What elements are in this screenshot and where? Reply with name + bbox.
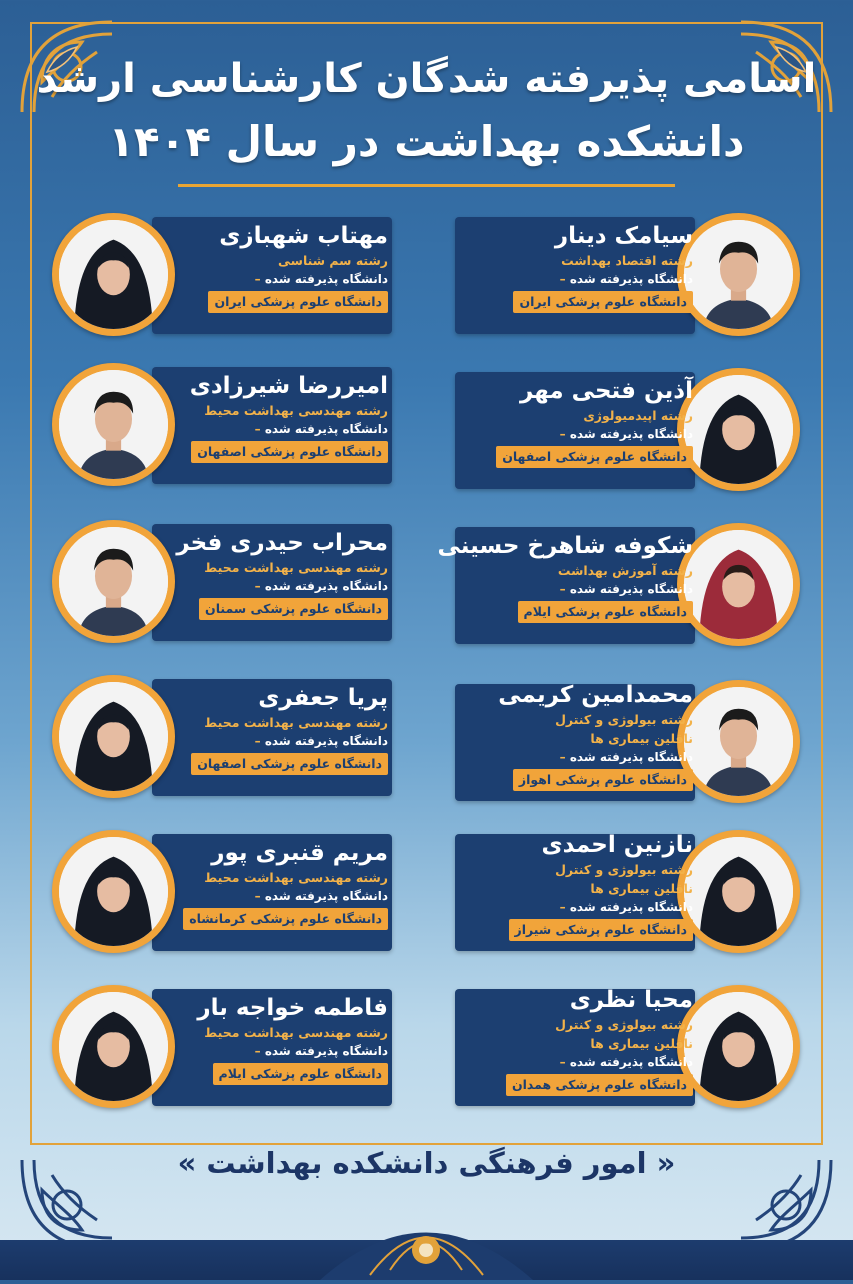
accepted-label: دانشگاه پذیرفته شده – (254, 272, 388, 286)
university-badge: دانشگاه علوم پزشکی ایلام (518, 601, 693, 623)
accepted-label: دانشگاه پذیرفته شده – (254, 1044, 388, 1058)
university-badge: دانشگاه علوم پزشکی اصفهان (191, 753, 388, 775)
student-photo (52, 985, 175, 1108)
floral-ornament-icon (320, 1195, 533, 1280)
student-name: امیررضا شیرزادی (189, 373, 388, 399)
student-name: سیامک دینار (554, 223, 693, 249)
student-photo (52, 363, 175, 486)
accepted-label: دانشگاه پذیرفته شده – (559, 272, 693, 286)
student-field: رشته آموزش بهداشت (557, 563, 693, 578)
university-badge: دانشگاه علوم پزشکی سمنان (199, 598, 388, 620)
portrait-image (684, 992, 793, 1101)
accepted-label: دانشگاه پذیرفته شده – (254, 734, 388, 748)
portrait-image (59, 527, 168, 636)
student-field-cont: ناقلین بیماری ها (590, 731, 693, 746)
university-badge: دانشگاه علوم پزشکی ایران (513, 291, 693, 313)
student-name: مهتاب شهبازی (219, 223, 388, 249)
student-field: رشته مهندسی بهداشت محیط (204, 1025, 388, 1040)
university-badge: دانشگاه علوم پزشکی ایران (208, 291, 388, 313)
student-field: رشته مهندسی بهداشت محیط (204, 560, 388, 575)
student-name: محیا نظری (569, 987, 693, 1013)
student-photo (52, 675, 175, 798)
university-badge: دانشگاه علوم پزشکی کرمانشاه (183, 908, 388, 930)
student-name: محراب حیدری فخر (176, 530, 388, 556)
student-field-cont: ناقلین بیماری ها (590, 881, 693, 896)
portrait-image (59, 682, 168, 791)
portrait-image (59, 837, 168, 946)
student-photo (677, 680, 800, 803)
page-subtitle: دانشکده بهداشت در سال ۱۴۰۴ (108, 117, 745, 166)
student-field: رشته بیولوژی و کنترل (555, 1017, 693, 1032)
accepted-label: دانشگاه پذیرفته شده – (559, 427, 693, 441)
portrait-image (684, 220, 793, 329)
accepted-label: دانشگاه پذیرفته شده – (254, 422, 388, 436)
page-title: اسامی پذیرفته شدگان کارشناسی ارشد (36, 56, 817, 102)
portrait-image (684, 530, 793, 639)
student-name: نازنین احمدی (541, 832, 693, 858)
student-field: رشته مهندسی بهداشت محیط (204, 403, 388, 418)
university-badge: دانشگاه علوم پزشکی شیراز (509, 919, 693, 941)
student-name: پریا جعفری (258, 685, 388, 711)
student-field: رشته مهندسی بهداشت محیط (204, 715, 388, 730)
portrait-image (684, 375, 793, 484)
student-photo (52, 213, 175, 336)
accepted-label: دانشگاه پذیرفته شده – (559, 582, 693, 596)
student-photo (52, 830, 175, 953)
accepted-label: دانشگاه پذیرفته شده – (559, 1055, 693, 1069)
footer-label: « امور فرهنگی دانشکده بهداشت » (177, 1146, 676, 1180)
portrait-image (684, 837, 793, 946)
student-field: رشته بیولوژی و کنترل (555, 712, 693, 727)
portrait-image (59, 220, 168, 329)
student-name: شکوفه شاهرخ حسینی (437, 533, 693, 559)
accepted-label: دانشگاه پذیرفته شده – (559, 750, 693, 764)
portrait-image (59, 992, 168, 1101)
university-badge: دانشگاه علوم پزشکی ایلام (213, 1063, 388, 1085)
title-divider (178, 184, 675, 187)
accepted-label: دانشگاه پذیرفته شده – (254, 889, 388, 903)
student-name: مریم قنبری پور (211, 840, 388, 866)
student-field: رشته اپیدمیولوژی (583, 408, 693, 423)
university-badge: دانشگاه علوم پزشکی اهواز (513, 769, 693, 791)
student-name: فاطمه خواجه بار (197, 995, 388, 1021)
accepted-label: دانشگاه پذیرفته شده – (254, 579, 388, 593)
portrait-image (684, 687, 793, 796)
student-photo (677, 523, 800, 646)
student-name: آذین فتحی مهر (519, 378, 693, 404)
university-badge: دانشگاه علوم پزشکی همدان (506, 1074, 693, 1096)
student-field-cont: ناقلین بیماری ها (590, 1036, 693, 1051)
university-badge: دانشگاه علوم پزشکی اصفهان (191, 441, 388, 463)
student-photo (677, 985, 800, 1108)
portrait-image (59, 370, 168, 479)
student-photo (677, 213, 800, 336)
student-field: رشته سم شناسی (278, 253, 388, 268)
accepted-label: دانشگاه پذیرفته شده – (559, 900, 693, 914)
student-photo (52, 520, 175, 643)
student-photo (677, 830, 800, 953)
student-name: محمدامین کریمی (498, 682, 693, 708)
student-field: رشته اقتصاد بهداشت (561, 253, 693, 268)
student-field: رشته مهندسی بهداشت محیط (204, 870, 388, 885)
university-badge: دانشگاه علوم پزشکی اصفهان (496, 446, 693, 468)
student-photo (677, 368, 800, 491)
student-field: رشته بیولوژی و کنترل (555, 862, 693, 877)
